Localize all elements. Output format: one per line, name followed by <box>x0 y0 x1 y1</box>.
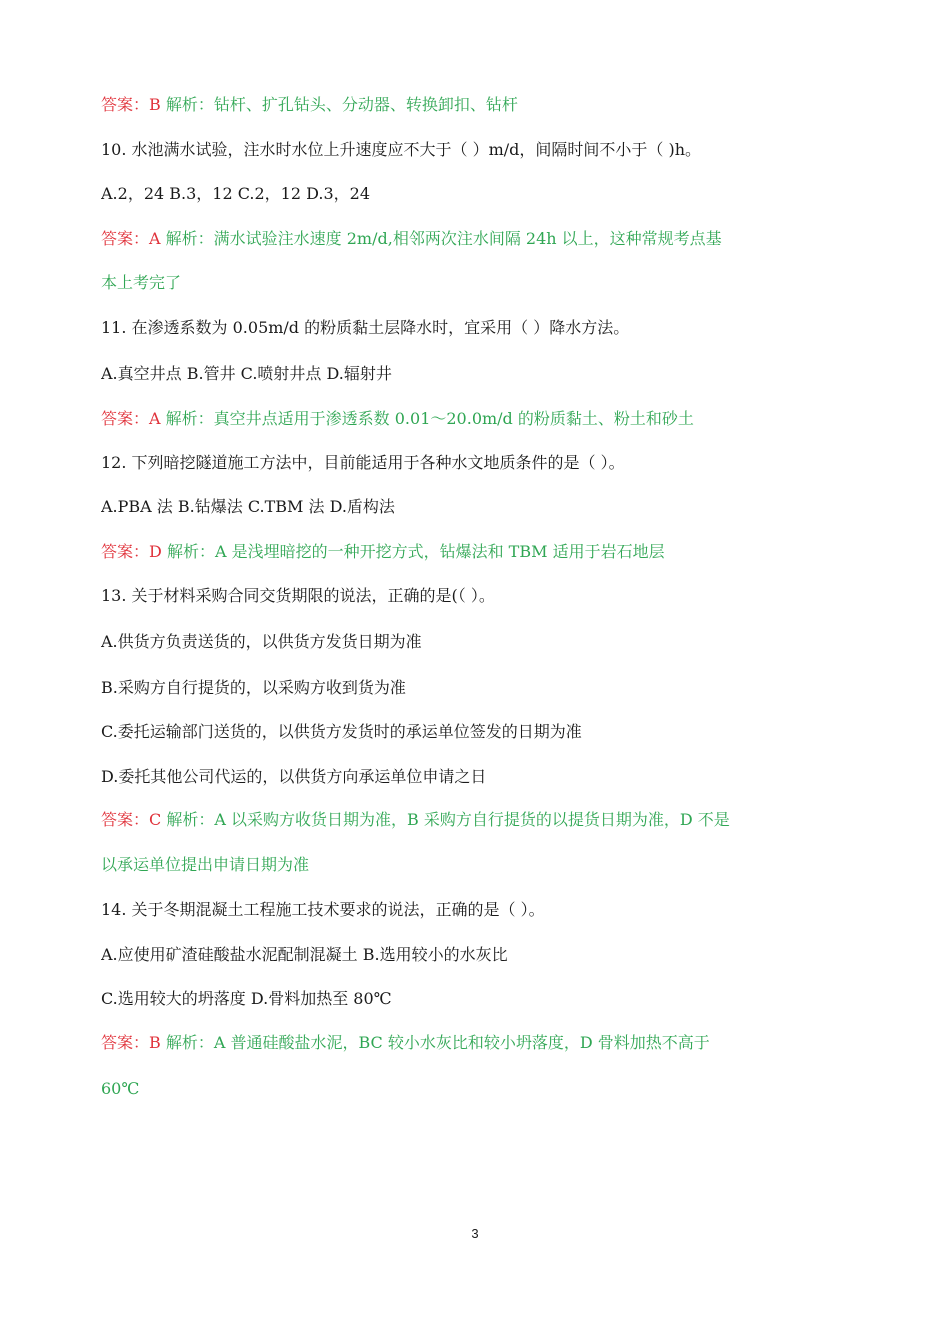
question-line <box>101 497 861 517</box>
answer-explanation: 本上考完了 <box>101 273 182 292</box>
question-line <box>101 632 861 652</box>
question-text: 14. 关于冬期混凝土工程施工技术要求的说法，正确的是（ ）。 <box>101 900 545 919</box>
answer-explanation: 解析：A 普通硅酸盐水泥，BC 较小水灰比和较小坍落度，D 骨料加热不高于 <box>165 1033 710 1052</box>
answer-label: 答案：D <box>101 542 162 561</box>
question-line <box>101 318 861 338</box>
question-line <box>101 140 861 160</box>
question-line <box>101 678 861 698</box>
explanation-continuation <box>101 273 861 293</box>
answer-explanation: 以承运单位提出申请日期为准 <box>101 855 310 874</box>
answer-explanation: 解析：真空井点适用于渗透系数 0.01～20.0m/d 的粉质黏土、粉土和砂土 <box>165 409 694 428</box>
question-line <box>101 767 861 787</box>
answer-label: 答案：C <box>101 810 162 829</box>
question-line <box>101 989 861 1009</box>
answer-line <box>101 95 861 115</box>
question-text: 12. 下列暗挖隧道施工方法中，目前能适用于各种水文地质条件的是（ ）。 <box>101 453 625 472</box>
page-number: 3 <box>471 1226 479 1241</box>
answer-explanation: 60℃ <box>101 1079 140 1098</box>
answer-label: 答案：B <box>101 1033 161 1052</box>
answer-explanation: 解析：A 是浅埋暗挖的一种开挖方式，钻爆法和 TBM 适用于岩石地层 <box>166 542 665 561</box>
answer-line <box>101 1033 861 1053</box>
question-text: B.采购方自行提货的，以采购方收到货为准 <box>101 678 406 697</box>
question-line <box>101 586 861 606</box>
question-text: A.2，24 B.3，12 C.2，12 D.3，24 <box>101 184 371 203</box>
answer-line <box>101 542 861 562</box>
answer-label: 答案：B <box>101 95 161 114</box>
answer-label: 答案：A <box>101 229 161 248</box>
explanation-continuation <box>101 855 861 875</box>
answer-explanation: 解析：钻杆、扩孔钻头、分动器、转换卸扣、钻杆 <box>165 95 518 114</box>
question-text: D.委托其他公司代运的，以供货方向承运单位申请之日 <box>101 767 487 786</box>
question-line <box>101 900 861 920</box>
question-line <box>101 184 861 204</box>
question-text: C.委托运输部门送货的，以供货方发货时的承运单位签发的日期为准 <box>101 722 582 741</box>
question-text: A.供货方负责送货的，以供货方发货日期为准 <box>101 632 422 651</box>
answer-line <box>101 409 861 429</box>
answer-line <box>101 229 861 249</box>
explanation-continuation <box>101 1079 861 1099</box>
answer-label: 答案：A <box>101 409 161 428</box>
question-text: A.真空井点 B.管井 C.喷射井点 D.辐射井 <box>101 364 392 383</box>
question-line <box>101 722 861 742</box>
question-text: 10. 水池满水试验，注水时水位上升速度应不大于（ ）m/d，间隔时间不小于（ )h。 <box>101 140 702 159</box>
question-text: A.应使用矿渣硅酸盐水泥配制混凝土 B.选用较小的水灰比 <box>101 945 508 964</box>
answer-line <box>101 810 861 830</box>
question-text: A.PBA 法 B.钻爆法 C.TBM 法 D.盾构法 <box>101 497 395 516</box>
question-line <box>101 364 861 384</box>
answer-explanation: 解析：A 以采购方收货日期为准，B 采购方自行提货的以提货日期为准，D 不是 <box>166 810 730 829</box>
question-line <box>101 453 861 473</box>
question-text: 13. 关于材料采购合同交货期限的说法，正确的是(（ ）。 <box>101 586 495 605</box>
answer-explanation: 解析：满水试验注水速度 2m/d,相邻两次注水间隔 24h 以上，这种常规考点基 <box>165 229 722 248</box>
question-text: 11. 在渗透系数为 0.05m/d 的粉质黏土层降水时，宜采用（ ）降水方法。 <box>101 318 630 337</box>
question-line <box>101 945 861 965</box>
question-text: C.选用较大的坍落度 D.骨料加热至 80℃ <box>101 989 392 1008</box>
